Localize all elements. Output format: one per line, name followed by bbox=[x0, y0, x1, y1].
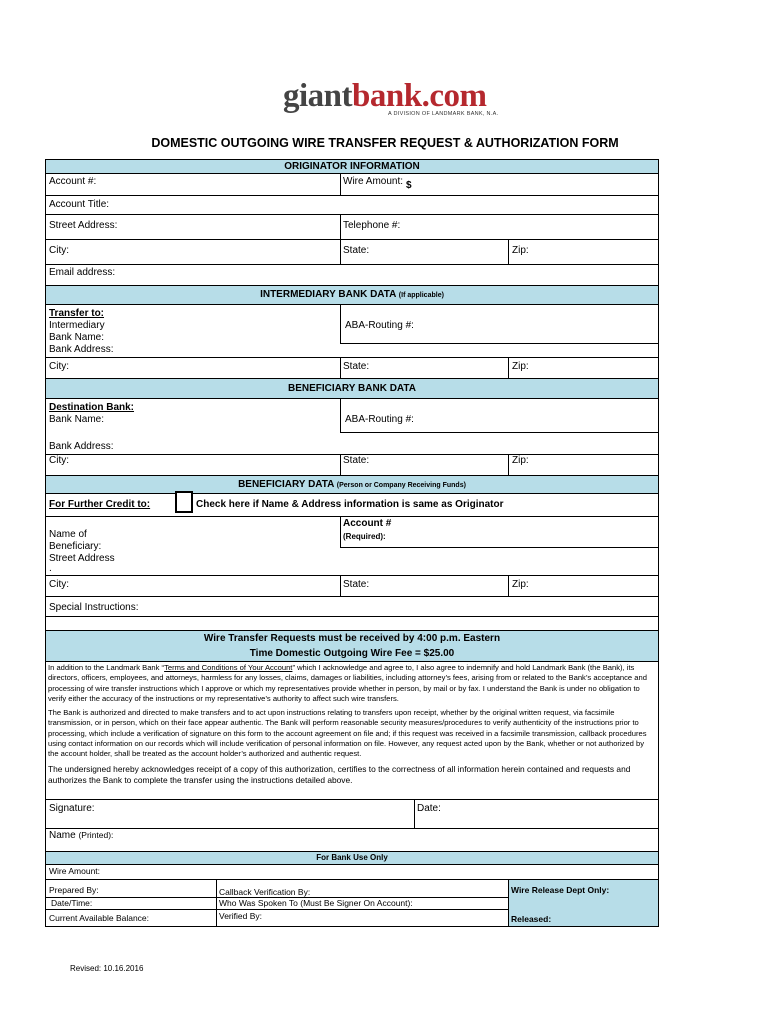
city-label: City: bbox=[49, 245, 69, 256]
revised-date: Revised: 10.16.2016 bbox=[70, 964, 144, 973]
bank-use-header: For Bank Use Only bbox=[46, 852, 658, 865]
beneficiary-bank-city-label: City: bbox=[49, 455, 69, 466]
beneficiary-label: Beneficiary: bbox=[49, 541, 102, 552]
beneficiary-account-label: Account # bbox=[343, 518, 392, 529]
legal-paragraph-3: The undersigned hereby acknowledges receipt of a copy of this authorization, certifies to the correctness of all information herein contained and requests and authorizes the Bank to complete the transfer using the instructions detailed above. bbox=[48, 763, 631, 785]
email-label: Email address: bbox=[49, 267, 116, 278]
account-title-row[interactable] bbox=[46, 196, 658, 215]
verified-by-label: Verified By: bbox=[219, 911, 262, 921]
beneficiary-aba-label: ABA-Routing #: bbox=[345, 414, 414, 425]
beneficiary-street-label: Street Address bbox=[49, 553, 115, 564]
who-spoken-label: Who Was Spoken To (Must Be Signer On Account): bbox=[219, 898, 413, 908]
logo-division: A DIVISION OF LANDMARK BANK, N.A. bbox=[388, 111, 499, 117]
released-label: Released: bbox=[511, 914, 552, 924]
beneficiary-name-row bbox=[46, 517, 658, 576]
beneficiary-street-dot: . bbox=[49, 563, 52, 574]
beneficiary-header bbox=[46, 476, 658, 494]
intermediary-header bbox=[46, 286, 658, 305]
beneficiary-header-note: (Person or Company Receiving Funds) bbox=[336, 482, 466, 489]
destination-bank-label: Destination Bank: bbox=[49, 402, 135, 413]
intermediary-state-label: State: bbox=[343, 361, 370, 372]
wire-amount-label: Wire Amount: bbox=[343, 176, 404, 187]
logo-bank: bank bbox=[352, 78, 422, 114]
signature-row bbox=[46, 800, 658, 829]
logo-dotcom: .com bbox=[421, 78, 487, 114]
account-row bbox=[46, 174, 658, 196]
intermediary-label: Intermediary bbox=[49, 320, 105, 331]
beneficiary-state-label: State: bbox=[343, 579, 370, 590]
beneficiary-bank-name-label: Bank Name: bbox=[49, 414, 105, 425]
intermediary-bank-row bbox=[46, 305, 658, 358]
balance-label: Current Available Balance: bbox=[49, 913, 150, 923]
account-label: Account #: bbox=[49, 176, 97, 187]
dollar-sign: $ bbox=[406, 180, 412, 191]
notice-line-1: Wire Transfer Requests must be received by 4:00 p.m. Eastern bbox=[203, 633, 501, 644]
special-instructions-row[interactable] bbox=[46, 597, 658, 616]
form-title: DOMESTIC OUTGOING WIRE TRANSFER REQUEST & AUTHORIZATION FORM bbox=[151, 136, 619, 150]
callback-label: Callback Verification By: bbox=[219, 887, 311, 897]
telephone-label: Telephone #: bbox=[343, 220, 401, 231]
notice-box bbox=[46, 631, 658, 662]
street-row bbox=[46, 215, 658, 240]
beneficiary-city-label: City: bbox=[49, 579, 69, 590]
account-title-label: Account Title: bbox=[49, 199, 110, 210]
bank-wire-amount-row bbox=[46, 865, 658, 880]
wire-transfer-form bbox=[45, 159, 659, 927]
terms-link[interactable]: Terms and Conditions of Your Account bbox=[164, 663, 293, 672]
signature-label: Signature: bbox=[49, 803, 95, 814]
beneficiary-bank-state-label: State: bbox=[343, 455, 370, 466]
beneficiary-header-text: BENEFICIARY DATA bbox=[238, 479, 334, 490]
bank-wire-amount-label: Wire Amount: bbox=[49, 866, 101, 876]
bank-use-grid bbox=[46, 880, 658, 927]
date-label: Date: bbox=[417, 803, 441, 814]
beneficiary-bank-address-label: Bank Address: bbox=[49, 441, 114, 452]
intermediary-bank-name-label: Bank Name: bbox=[49, 332, 105, 343]
legal-paragraph-2: The Bank is authorized and directed to make transfers and to act upon instructions relating to transfers upon receipt, whether by the original written request, via facsimile transmission, or in person, which on their face appear authentic. The Bank will perform reasonable security measures/procedures to verify authenticity of the instructions prior to processing, which include a verification of signature on this form to the account agreement on file and; if this request was received in a facsimile transmission, callback procedures using contact information on our records which will include verification of personal information on file. However, any request acted upon by the Bank, whether or not authorized by the account holder, shall be treated as the account holder’s authorized and authentic request. bbox=[48, 708, 647, 759]
beneficiary-city-row bbox=[46, 576, 658, 597]
intermediary-city-row bbox=[46, 358, 658, 379]
originator-header: ORIGINATOR INFORMATION bbox=[46, 160, 658, 174]
beneficiary-account-required: (Required): bbox=[343, 532, 386, 541]
legal-paragraph-1: In addition to the Landmark Bank “Terms and Conditions of Your Account” which I acknowledge and agree to, I also agree to indemnify and hold Landmark Bank (the Bank), its directors, officers, employees, and attorneys, harmless for any losses, claims, damages or liabilities, including attorney’s fees, arising from or related to the Bank’s acceptance and processing of wire transfer instructions which I approve or which my representatives provide whether in person, by mail or by fax. I understand the Bank is under no obligation to verify either the accuracy of the instructions or my representative’s authority to affect such wire transfers. bbox=[48, 663, 647, 703]
printed-name-label: Name (Printed): bbox=[49, 830, 114, 841]
printed-name-row[interactable] bbox=[46, 829, 658, 852]
date-time-label: Date/Time: bbox=[51, 898, 93, 908]
intermediary-header-note: (If applicable) bbox=[398, 292, 444, 299]
intermediary-bank-address-label: Bank Address: bbox=[49, 344, 114, 355]
beneficiary-bank-zip-label: Zip: bbox=[512, 455, 529, 466]
prepared-by-label: Prepared By: bbox=[49, 885, 99, 895]
further-credit-label: For Further Credit to: bbox=[49, 499, 151, 510]
same-as-originator-label: Check here if Name & Address information is same as Originator bbox=[196, 499, 504, 510]
street-label: Street Address: bbox=[49, 220, 118, 231]
city-row bbox=[46, 240, 658, 265]
beneficiary-bank-row bbox=[46, 399, 658, 455]
intermediary-aba-label: ABA-Routing #: bbox=[345, 320, 414, 331]
same-as-originator-checkbox[interactable] bbox=[175, 491, 193, 513]
notice-line-2: Time Domestic Outgoing Wire Fee = $25.00 bbox=[249, 648, 455, 659]
beneficiary-bank-header: BENEFICIARY BANK DATA bbox=[46, 379, 658, 399]
special-instructions-label: Special Instructions: bbox=[49, 602, 139, 613]
name-of-label: Name of bbox=[49, 529, 87, 540]
intermediary-zip-label: Zip: bbox=[512, 361, 529, 372]
blank-row[interactable] bbox=[46, 616, 658, 631]
giantbank-logo bbox=[283, 78, 499, 120]
intermediary-header-text: INTERMEDIARY BANK DATA bbox=[260, 289, 397, 300]
zip-label: Zip: bbox=[512, 245, 529, 256]
email-row[interactable] bbox=[46, 265, 658, 286]
legal-text bbox=[46, 662, 658, 800]
transfer-to-label: Transfer to: bbox=[49, 308, 105, 319]
logo-giant: giant bbox=[283, 78, 353, 114]
state-label: State: bbox=[343, 245, 370, 256]
intermediary-city-label: City: bbox=[49, 361, 69, 372]
beneficiary-zip-label: Zip: bbox=[512, 579, 529, 590]
beneficiary-bank-city-row bbox=[46, 455, 658, 476]
further-credit-row bbox=[46, 494, 658, 517]
wire-release-label: Wire Release Dept Only: bbox=[511, 885, 610, 895]
